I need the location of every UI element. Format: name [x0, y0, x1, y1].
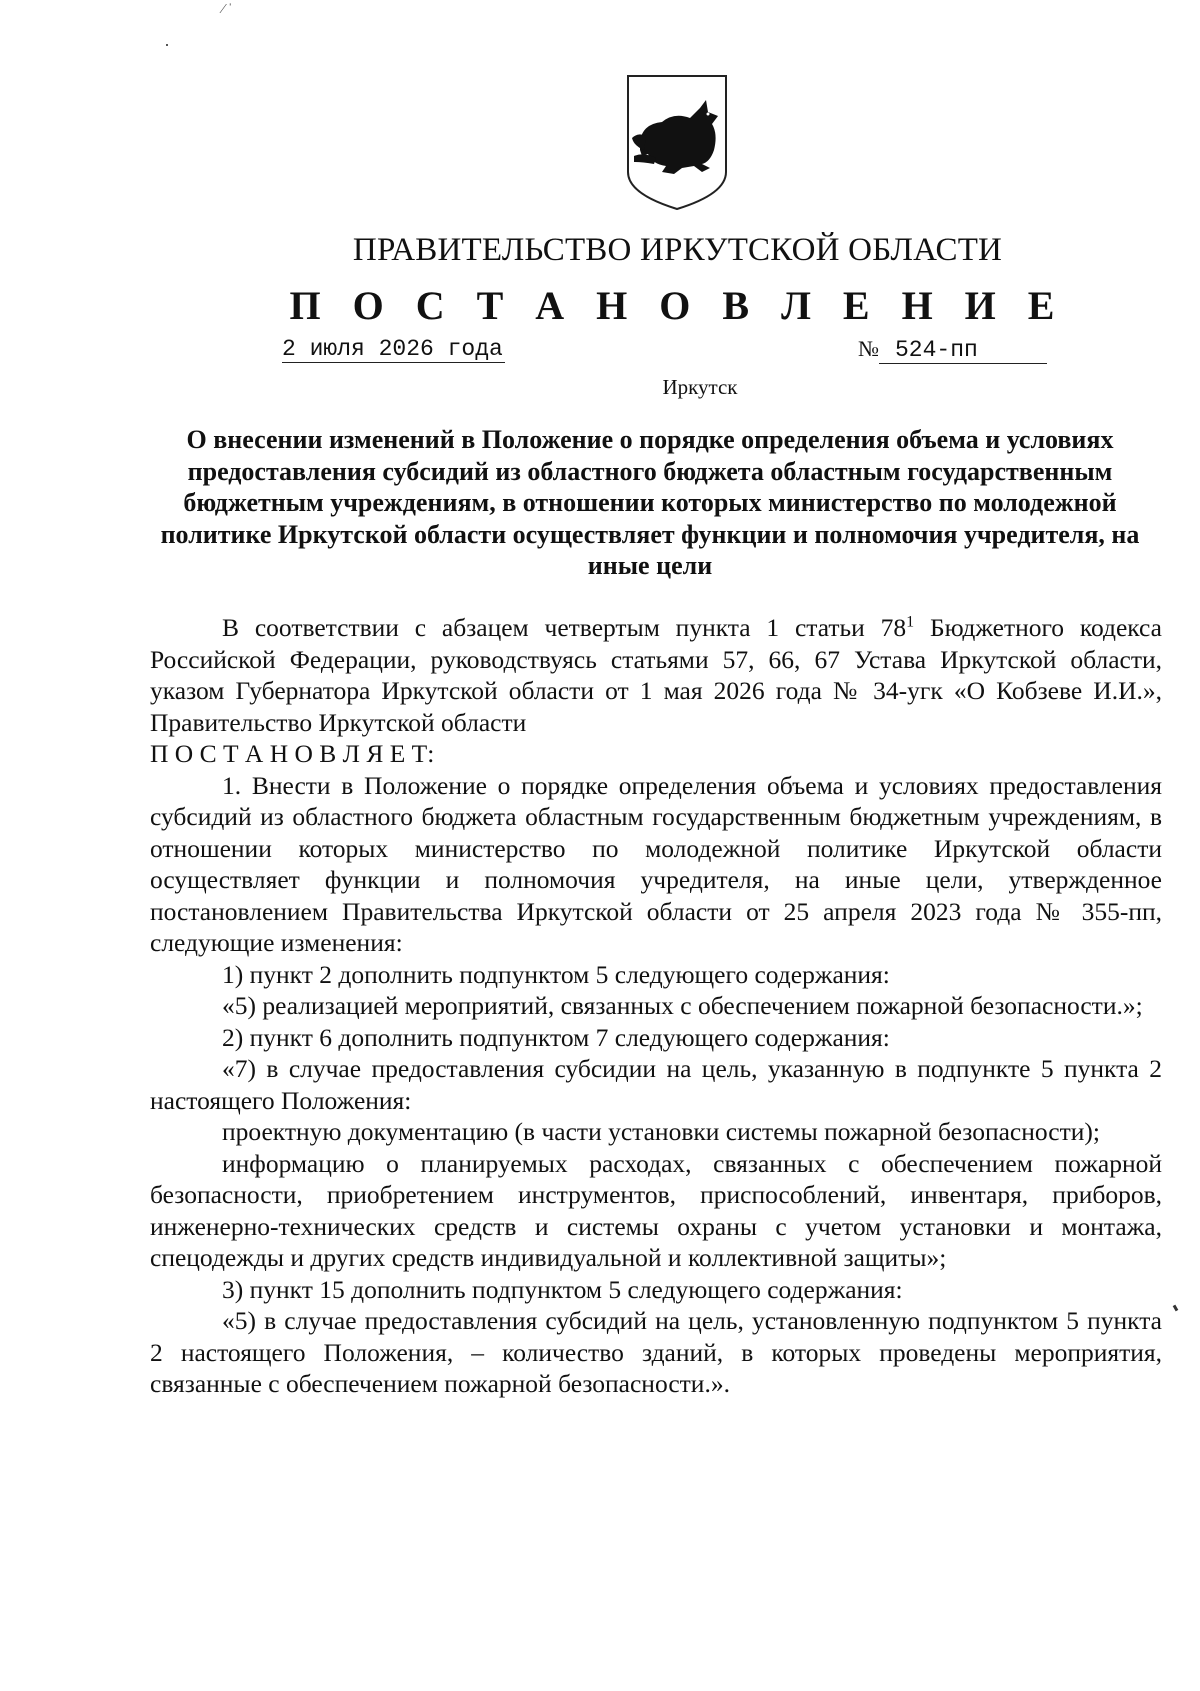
paragraph: «5) в случае предоставления субсидий на цель, установленную подпунктом 5 пункта 2 настоящего Положения, – количество зданий, в которых проведены мероприятия, связанные с обеспечением пожарной безопасности.».: [150, 1306, 1162, 1398]
government-name: ПРАВИТЕЛЬСТВО ИРКУТСКОЙ ОБЛАСТИ: [352, 232, 1003, 268]
document-number: [858, 336, 1047, 364]
paragraph: 1. Внести в Положение о порядке определения объема и условиях предоставления субсидий из областного бюджета областным государственным бюджетным учреждениям, в отношении которых министерство по молодежной политике Иркутской области осуществляет функции и полномочия учредителя, на иные цели, утвержденное постановлением Правительства Иркутской области от 25 апреля 2023 года № 355-пп, следующие изменения:: [150, 770, 1162, 957]
number-value: 524-пп: [879, 337, 1047, 364]
preamble-superscript: 1: [906, 613, 915, 631]
decree-word: П О С Т А Н О В Л Я Е Т:: [150, 739, 435, 768]
paragraph: 1) пункт 2 дополнить подпунктом 5 следующего содержания:: [222, 959, 890, 989]
scan-speck: [1173, 1305, 1179, 1312]
paragraph: 3) пункт 15 дополнить подпунктом 5 следующего содержания:: [222, 1274, 903, 1304]
number-sign: №: [858, 336, 879, 361]
scan-mark: ⁄ ˈ: [222, 2, 233, 17]
preamble-text: В соответствии с абзацем четвертым пункта 1 статьи 78: [222, 613, 907, 642]
document-body: [150, 612, 1162, 1400]
paragraph: информацию о планируемых расходах, связанных с обеспечением пожарной безопасности, приобретением инструментов, приспособлений, инвентаря, приборов, инженерно-технических средств и системы охраны с учетом установки и монтажа, спецодежды и других средств индивидуальной и коллективной защиты»;: [150, 1148, 1162, 1272]
scan-speck: [166, 44, 168, 46]
preamble: [150, 612, 1162, 738]
preamble-text-cont: Бюджетного кодекса Российской Федерации, руководствуясь статьями 57, 66, 67 Устава Иркутской области, указом Губернатора Иркутской области от 1 мая 2026 года № 34-угк «О Кобзеве И.И.», Правительство Иркутской области: [150, 613, 1162, 737]
paragraph: проектную документацию (в части установки системы пожарной безопасности);: [222, 1117, 1100, 1146]
coat-of-arms-icon: [622, 72, 732, 212]
document-date: 2 июля 2026 года: [282, 336, 503, 362]
document-type: П О С Т А Н О В Л Е Н И Е: [289, 283, 1066, 328]
paragraph: 2) пункт 6 дополнить подпунктом 7 следующего содержания:: [222, 1022, 890, 1052]
document-city: Иркутск: [662, 375, 738, 399]
paragraph: «7) в случае предоставления субсидии на цель, указанную в подпункте 5 пункта 2 настоящего Положения:: [150, 1054, 1162, 1115]
paragraph: «5) реализацией мероприятий, связанных с обеспечением пожарной безопасности.»;: [222, 991, 1143, 1020]
document-title: О внесении изменений в Положение о порядке определения объема и условиях предоставления субсидий из областного бюджета областным государственным бюджетным учреждениям, в отношении которых министерство по молодежной политике Иркутской области осуществляет функции и полномочия учредителя, на иные цели: [160, 425, 1140, 580]
